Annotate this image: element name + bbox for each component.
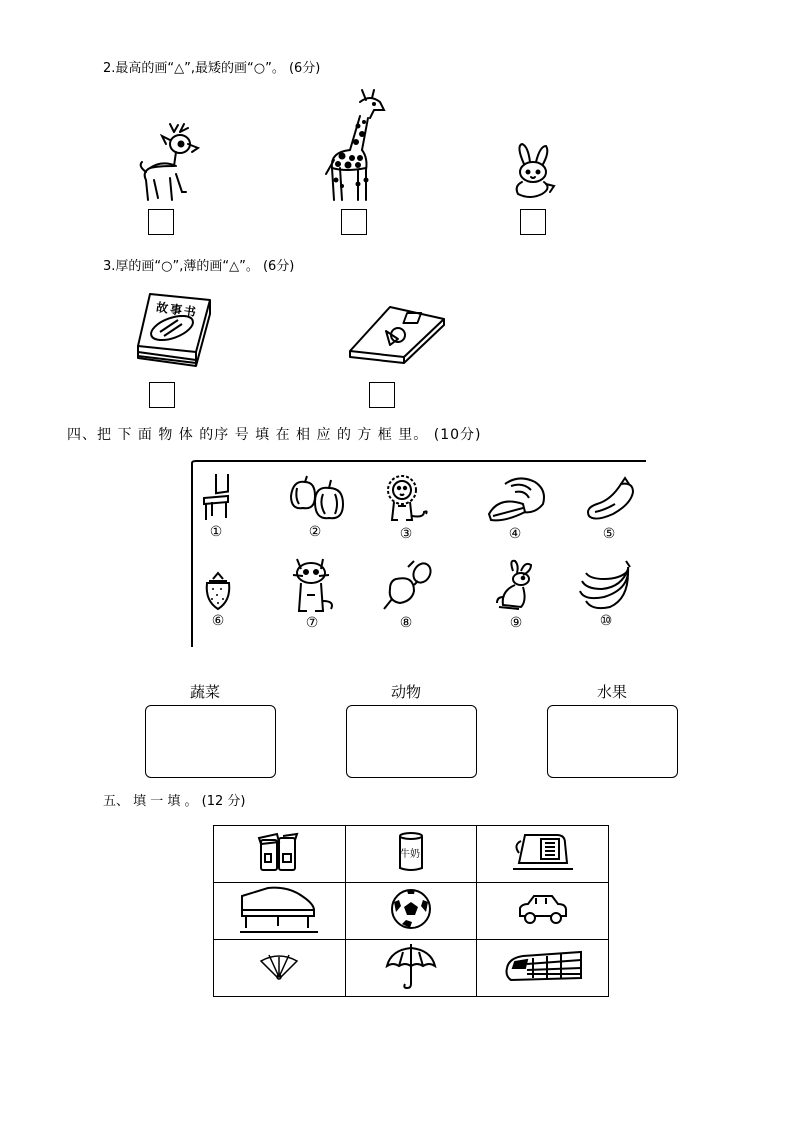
umbrella-icon xyxy=(383,942,439,990)
item-10-number: ⑩ xyxy=(599,613,613,629)
item-6 xyxy=(188,561,248,629)
cabbage-icon xyxy=(485,474,549,524)
item-1 xyxy=(186,474,246,540)
objects-grid xyxy=(213,825,609,997)
eggplant-icon xyxy=(581,474,637,524)
item-2 xyxy=(285,474,345,540)
category-box-vegetables[interactable] xyxy=(145,705,276,778)
item-8 xyxy=(376,557,436,631)
bunny-icon xyxy=(510,142,558,202)
rabbit-icon xyxy=(491,557,541,613)
item-3 xyxy=(376,474,436,542)
drinks-icon xyxy=(255,832,303,872)
item-9-number: ⑨ xyxy=(509,615,523,631)
item-5-number: ⑤ xyxy=(602,526,616,542)
answer-box-giraffe[interactable] xyxy=(341,209,367,235)
strawberry-icon xyxy=(201,561,235,611)
giraffe-icon xyxy=(322,88,388,202)
grid-cell-car xyxy=(477,883,609,940)
grid-cell-train xyxy=(477,940,609,997)
lion-icon xyxy=(380,474,432,524)
item-7 xyxy=(282,555,342,631)
item-1-number: ① xyxy=(209,524,223,540)
item-6-number: ⑥ xyxy=(211,613,225,629)
grid-cell-drinks xyxy=(214,826,346,883)
question-3-text: 3.厚的画“○”,薄的画“△”。 (6分) xyxy=(103,259,295,274)
grid-cell-fan xyxy=(214,940,346,997)
cat-icon xyxy=(287,555,337,613)
answer-box-deer[interactable] xyxy=(148,209,174,235)
section-5-title: 五、 填 一 填 。 (12 分) xyxy=(103,794,246,809)
category-box-animals[interactable] xyxy=(346,705,477,778)
answer-box-thick-book[interactable] xyxy=(149,382,175,408)
section-4-title: 四、把 下 面 物 体 的序 号 填 在 相 应 的 方 框 里。 (10分) xyxy=(67,427,482,443)
answer-box-bunny[interactable] xyxy=(520,209,546,235)
thin-book-icon xyxy=(346,305,448,365)
category-label-vegetables: 蔬菜 xyxy=(189,683,220,701)
item-5 xyxy=(579,474,639,542)
peppers-icon xyxy=(285,474,349,522)
grid-cell-piano xyxy=(214,883,346,940)
category-label-fruits: 水果 xyxy=(596,683,627,701)
answer-box-thin-book[interactable] xyxy=(369,382,395,408)
deer-icon xyxy=(136,122,202,202)
item-3-number: ③ xyxy=(399,526,413,542)
item-10 xyxy=(576,557,636,629)
grid-cell-umbrella xyxy=(345,940,476,997)
grid-cell-soccer-ball xyxy=(345,883,476,940)
category-label-animals: 动物 xyxy=(390,683,421,701)
chair-icon xyxy=(196,474,236,522)
piano-icon xyxy=(238,884,320,934)
item-4-number: ④ xyxy=(508,526,522,542)
train-icon xyxy=(503,948,583,984)
category-box-fruits[interactable] xyxy=(547,705,678,778)
item-9 xyxy=(486,557,546,631)
item-4 xyxy=(485,474,545,542)
telephone-icon xyxy=(511,831,575,873)
book-cover-text: 故事书 xyxy=(155,300,199,320)
bananas-icon xyxy=(576,557,636,611)
fan-icon xyxy=(259,951,299,981)
milk-can-label: 牛奶 xyxy=(400,849,421,860)
radish-icon xyxy=(378,557,434,613)
grid-cell-milk-can xyxy=(345,826,476,883)
grid-cell-telephone xyxy=(477,826,609,883)
question-2-text: 2.最高的画“△”,最矮的画“○”。 (6分) xyxy=(103,61,321,76)
soccer-ball-icon xyxy=(390,888,432,930)
car-icon xyxy=(516,892,570,926)
item-7-number: ⑦ xyxy=(305,615,319,631)
item-8-number: ⑧ xyxy=(399,615,413,631)
item-2-number: ② xyxy=(308,524,322,540)
